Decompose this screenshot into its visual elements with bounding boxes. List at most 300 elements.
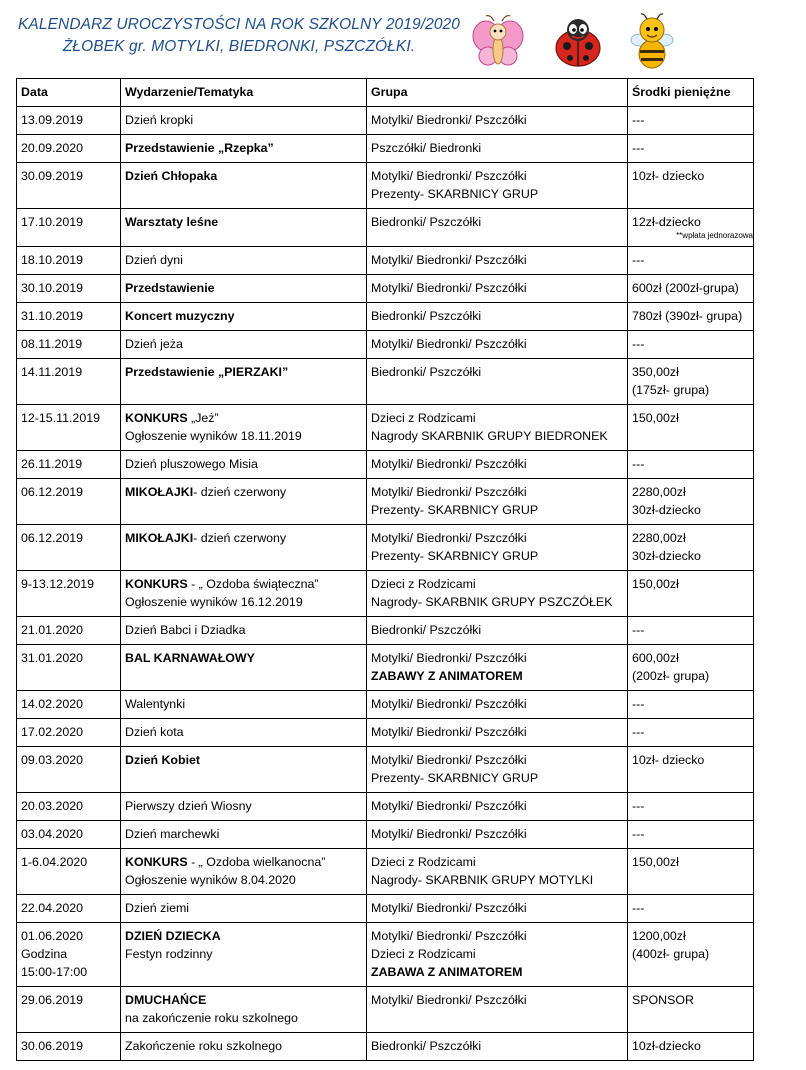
cell-funds xyxy=(628,849,754,895)
event-text: Dzień kota xyxy=(125,725,184,739)
event-text: Dzień jeża xyxy=(125,337,183,351)
table-row xyxy=(17,923,754,987)
event-title xyxy=(125,991,362,1009)
funds-line: --- xyxy=(632,697,645,711)
cell-date xyxy=(17,987,121,1033)
group-line: Nagrody- SKARBNIK GRUPY MOTYLKI xyxy=(371,873,594,887)
date-line: 22.04.2020 xyxy=(21,901,84,915)
funds-line: (400zł- grupa) xyxy=(632,947,710,961)
cell-funds xyxy=(628,405,754,451)
event-title xyxy=(125,695,362,713)
group-line: Motylki/ Biedronki/ Pszczółki xyxy=(371,827,527,841)
cell-funds xyxy=(628,247,754,275)
cell-date xyxy=(17,747,121,793)
event-text: - dzień czerwony xyxy=(193,531,287,545)
event-text: Dzień Babci i Dziadka xyxy=(125,623,246,637)
cell-funds xyxy=(628,793,754,821)
cell-event xyxy=(121,747,367,793)
table-row xyxy=(17,617,754,645)
event-bold-text: MIKOŁAJKI xyxy=(125,531,194,545)
cell-date xyxy=(17,895,121,923)
funds-line: --- xyxy=(632,337,645,351)
cell-group xyxy=(367,923,628,987)
event-text: Dzień pluszowego Misia xyxy=(125,457,258,471)
funds-line: 12zł-dziecko xyxy=(632,215,701,229)
group-line: Motylki/ Biedronki/ Pszczółki xyxy=(371,929,527,943)
group-line: Motylki/ Biedronki/ Pszczółki xyxy=(371,337,527,351)
cell-group xyxy=(367,451,628,479)
event-title xyxy=(125,167,362,185)
funds-line: 150,00zł xyxy=(632,577,679,591)
table-row xyxy=(17,691,754,719)
group-line: Motylki/ Biedronki/ Pszczółki xyxy=(371,531,527,545)
event-title xyxy=(125,723,362,741)
table-row xyxy=(17,405,754,451)
group-line: Biedronki/ Pszczółki xyxy=(371,215,482,229)
table-row xyxy=(17,571,754,617)
page-title: KALENDARZ UROCZYSTOŚCI NA ROK SZKOLNY 2019/2020 xyxy=(17,16,460,33)
date-line: 30.09.2019 xyxy=(21,169,84,183)
event-line: na zakończenie roku szkolnego xyxy=(125,1011,298,1025)
event-text: - „ Ozdoba wielkanocna” xyxy=(187,855,326,869)
date-line: 09.03.2020 xyxy=(21,753,84,767)
date-line: 31.01.2020 xyxy=(21,651,84,665)
funds-line: --- xyxy=(632,725,645,739)
cell-funds xyxy=(628,275,754,303)
cell-funds xyxy=(628,691,754,719)
table-header-row xyxy=(17,79,754,107)
table-row xyxy=(17,1033,754,1061)
group-line: Prezenty- SKARBNICY GRUP xyxy=(371,771,539,785)
event-text: Dzień marchewki xyxy=(125,827,220,841)
funds-line: --- xyxy=(632,141,645,155)
table-row xyxy=(17,451,754,479)
event-title xyxy=(125,621,362,639)
group-line: Motylki/ Biedronki/ Pszczółki xyxy=(371,485,527,499)
group-line: Nagrody- SKARBNIK GRUPY PSZCZÓŁEK xyxy=(371,595,613,609)
group-line: Motylki/ Biedronki/ Pszczółki xyxy=(371,993,527,1007)
event-title xyxy=(125,139,362,157)
cell-group xyxy=(367,405,628,451)
event-title xyxy=(125,307,362,325)
cell-event xyxy=(121,691,367,719)
group-line: Dzieci z Rodzicami xyxy=(371,855,476,869)
event-title xyxy=(125,899,362,917)
event-text: Zakończenie roku szkolnego xyxy=(125,1039,283,1053)
cell-funds xyxy=(628,331,754,359)
group-line: Biedronki/ Pszczółki xyxy=(371,623,482,637)
cell-group xyxy=(367,163,628,209)
cell-date xyxy=(17,451,121,479)
event-title xyxy=(125,409,362,427)
funds-line: (200zł- grupa) xyxy=(632,669,710,683)
event-line: Ogłoszenie wyników 18.11.2019 xyxy=(125,429,302,443)
table-row xyxy=(17,895,754,923)
group-line: Prezenty- SKARBNICY GRUP xyxy=(371,503,539,517)
event-line: Ogłoszenie wyników 8.04.2020 xyxy=(125,873,296,887)
date-line: 29.06.2019 xyxy=(21,993,84,1007)
event-title xyxy=(125,649,362,667)
cell-group xyxy=(367,719,628,747)
date-line: 31.10.2019 xyxy=(21,309,84,323)
date-line: 17.02.2020 xyxy=(21,725,84,739)
cell-date xyxy=(17,247,121,275)
cell-event xyxy=(121,793,367,821)
cell-event xyxy=(121,645,367,691)
funds-line: --- xyxy=(632,253,645,267)
group-line: Motylki/ Biedronki/ Pszczółki xyxy=(371,457,527,471)
group-line: Motylki/ Biedronki/ Pszczółki xyxy=(371,697,527,711)
cell-funds xyxy=(628,107,754,135)
date-line: 20.03.2020 xyxy=(21,799,84,813)
table-row xyxy=(17,163,754,209)
cell-event xyxy=(121,987,367,1033)
date-line: 30.10.2019 xyxy=(21,281,84,295)
cell-event xyxy=(121,209,367,247)
cell-date xyxy=(17,209,121,247)
event-title xyxy=(125,213,362,231)
ladybug-icon xyxy=(550,12,606,70)
date-line: 06.12.2019 xyxy=(21,485,84,499)
calendar-table xyxy=(16,78,754,1061)
event-title xyxy=(125,279,362,297)
date-line: 18.10.2019 xyxy=(21,253,84,267)
group-line: Dzieci z Rodzicami xyxy=(371,411,476,425)
cell-group xyxy=(367,987,628,1033)
event-line: Festyn rodzinny xyxy=(125,947,213,961)
cell-date xyxy=(17,571,121,617)
cell-event xyxy=(121,821,367,849)
funds-line: 10zł-dziecko xyxy=(632,1039,701,1053)
date-line: 26.11.2019 xyxy=(21,457,83,471)
header-funds: Środki pieniężne xyxy=(628,79,754,107)
cell-funds xyxy=(628,479,754,525)
date-line: 9-13.12.2019 xyxy=(21,577,95,591)
cell-date xyxy=(17,479,121,525)
cell-group xyxy=(367,247,628,275)
cell-funds xyxy=(628,987,754,1033)
event-text: „Jeż” xyxy=(187,411,219,425)
funds-line: SPONSOR xyxy=(632,993,694,1007)
cell-date xyxy=(17,525,121,571)
funds-line: 30zł-dziecko xyxy=(632,549,701,563)
cell-event xyxy=(121,849,367,895)
table-row xyxy=(17,135,754,163)
cell-event xyxy=(121,163,367,209)
funds-line: --- xyxy=(632,901,645,915)
cell-date xyxy=(17,923,121,987)
event-title xyxy=(125,335,362,353)
group-line: Motylki/ Biedronki/ Pszczółki xyxy=(371,725,527,739)
cell-date xyxy=(17,331,121,359)
date-line: 21.01.2020 xyxy=(21,623,84,637)
header-event: Wydarzenie/Tematyka xyxy=(121,79,367,107)
funds-line: --- xyxy=(632,827,645,841)
group-line: Pszczółki/ Biedronki xyxy=(371,141,482,155)
event-text: Dzień ziemi xyxy=(125,901,190,915)
group-line: Motylki/ Biedronki/ Pszczółki xyxy=(371,113,527,127)
cell-funds xyxy=(628,209,754,247)
cell-event xyxy=(121,525,367,571)
cell-event xyxy=(121,359,367,405)
event-title xyxy=(125,751,362,769)
date-line: 14.02.2020 xyxy=(21,697,84,711)
date-line: Godzina xyxy=(21,947,68,961)
table-row xyxy=(17,479,754,525)
cell-date xyxy=(17,135,121,163)
group-line: Motylki/ Biedronki/ Pszczółki xyxy=(371,253,527,267)
cell-event xyxy=(121,107,367,135)
event-bold-text: Warsztaty leśne xyxy=(125,215,219,229)
group-line: Motylki/ Biedronki/ Pszczółki xyxy=(371,901,527,915)
cell-date xyxy=(17,275,121,303)
group-line: Nagrody SKARBNIK GRUPY BIEDRONEK xyxy=(371,429,608,443)
event-title xyxy=(125,797,362,815)
event-bold-text: Przedstawienie xyxy=(125,281,215,295)
cell-group xyxy=(367,303,628,331)
cell-date xyxy=(17,617,121,645)
cell-group xyxy=(367,209,628,247)
event-bold-text: MIKOŁAJKI xyxy=(125,485,194,499)
table-row xyxy=(17,359,754,405)
table-row xyxy=(17,275,754,303)
date-line: 03.04.2020 xyxy=(21,827,84,841)
event-title xyxy=(125,483,362,501)
table-row xyxy=(17,107,754,135)
group-line: Prezenty- SKARBNICY GRUP xyxy=(371,549,539,563)
funds-line: 600,00zł xyxy=(632,651,679,665)
cell-group xyxy=(367,359,628,405)
cell-date xyxy=(17,793,121,821)
event-title xyxy=(125,1037,362,1055)
cell-funds xyxy=(628,645,754,691)
event-text: - „ Ozdoba świąteczna” xyxy=(187,577,319,591)
header-group: Grupa xyxy=(367,79,628,107)
table-row xyxy=(17,331,754,359)
bee-icon xyxy=(624,12,680,70)
cell-group xyxy=(367,691,628,719)
event-title xyxy=(125,111,362,129)
date-line: 06.12.2019 xyxy=(21,531,84,545)
cell-funds xyxy=(628,163,754,209)
event-bold-text: DMUCHAŃCE xyxy=(125,993,207,1007)
funds-line: --- xyxy=(632,113,645,127)
date-line: 17.10.2019 xyxy=(21,215,84,229)
cell-date xyxy=(17,821,121,849)
document-header xyxy=(0,8,806,78)
funds-line: --- xyxy=(632,623,645,637)
event-bold-text: Dzień Kobiet xyxy=(125,753,201,767)
funds-line: --- xyxy=(632,457,645,471)
cell-funds xyxy=(628,747,754,793)
group-line: Dzieci z Rodzicami xyxy=(371,577,476,591)
cell-funds xyxy=(628,451,754,479)
cell-funds xyxy=(628,525,754,571)
event-text: - dzień czerwony xyxy=(193,485,287,499)
cell-funds xyxy=(628,1033,754,1061)
table-row xyxy=(17,247,754,275)
funds-line: 10zł- dziecko xyxy=(632,169,705,183)
event-text: Pierwszy dzień Wiosny xyxy=(125,799,252,813)
event-title xyxy=(125,455,362,473)
cell-date xyxy=(17,303,121,331)
group-line: Prezenty- SKARBNICY GRUP xyxy=(371,187,539,201)
page-subtitle: ŻŁOBEK gr. MOTYLKI, BIEDRONKI, PSZCZÓŁKI. xyxy=(62,38,416,55)
event-bold-text: DZIEŃ DZIECKA xyxy=(125,929,221,943)
event-bold-text: KONKURS xyxy=(125,411,188,425)
cell-event xyxy=(121,617,367,645)
cell-funds xyxy=(628,359,754,405)
table-row xyxy=(17,645,754,691)
funds-line: 600zł (200zł-grupa) xyxy=(632,281,739,295)
cell-group xyxy=(367,525,628,571)
funds-line: --- xyxy=(632,799,645,813)
cell-group xyxy=(367,135,628,163)
event-bold-text: Dzień Chłopaka xyxy=(125,169,218,183)
table-row xyxy=(17,793,754,821)
cell-event xyxy=(121,331,367,359)
cell-event xyxy=(121,303,367,331)
date-line: 14.11.2019 xyxy=(21,365,83,379)
date-line: 13.09.2019 xyxy=(21,113,84,127)
funds-line: 150,00zł xyxy=(632,411,679,425)
cell-group xyxy=(367,793,628,821)
table-row xyxy=(17,719,754,747)
cell-funds xyxy=(628,923,754,987)
cell-event xyxy=(121,479,367,525)
cell-group xyxy=(367,849,628,895)
cell-funds xyxy=(628,303,754,331)
cell-event xyxy=(121,135,367,163)
table-row xyxy=(17,849,754,895)
event-bold-text: Koncert muzyczny xyxy=(125,309,235,323)
butterfly-icon xyxy=(470,12,526,70)
event-bold-text: Przedstawienie „Rzepka” xyxy=(125,141,274,155)
event-title xyxy=(125,575,362,593)
date-line: 12-15.11.2019 xyxy=(21,411,101,425)
date-line: 20.09.2020 xyxy=(21,141,84,155)
group-line: Motylki/ Biedronki/ Pszczółki xyxy=(371,651,527,665)
cell-date xyxy=(17,107,121,135)
date-line: 01.06.2020 xyxy=(21,929,84,943)
table-row xyxy=(17,821,754,849)
cell-event xyxy=(121,571,367,617)
event-title xyxy=(125,529,362,547)
event-text: Dzień dyni xyxy=(125,253,183,267)
cell-funds xyxy=(628,821,754,849)
cell-funds xyxy=(628,571,754,617)
cell-event xyxy=(121,1033,367,1061)
group-line: Motylki/ Biedronki/ Pszczółki xyxy=(371,169,527,183)
group-line: Biedronki/ Pszczółki xyxy=(371,309,482,323)
event-title xyxy=(125,825,362,843)
group-bold-line: ZABAWA Z ANIMATOREM xyxy=(371,965,523,979)
cell-date xyxy=(17,645,121,691)
cell-funds xyxy=(628,617,754,645)
event-text: Dzień kropki xyxy=(125,113,194,127)
group-line: Dzieci z Rodzicami xyxy=(371,947,476,961)
cell-group xyxy=(367,571,628,617)
cell-event xyxy=(121,895,367,923)
event-title xyxy=(125,927,362,945)
group-bold-line: ZABAWY Z ANIMATOREM xyxy=(371,669,523,683)
group-line: Biedronki/ Pszczółki xyxy=(371,365,482,379)
group-line: Motylki/ Biedronki/ Pszczółki xyxy=(371,281,527,295)
cell-date xyxy=(17,1033,121,1061)
event-bold-text: KONKURS xyxy=(125,855,188,869)
cell-group xyxy=(367,1033,628,1061)
table-row xyxy=(17,303,754,331)
cell-group xyxy=(367,747,628,793)
table-row xyxy=(17,987,754,1033)
event-title xyxy=(125,251,362,269)
date-line: 1-6.04.2020 xyxy=(21,855,88,869)
cell-event xyxy=(121,451,367,479)
cell-funds xyxy=(628,719,754,747)
funds-line: 150,00zł xyxy=(632,855,679,869)
cell-event xyxy=(121,275,367,303)
funds-line: 350,00zł xyxy=(632,365,679,379)
cell-event xyxy=(121,247,367,275)
cell-date xyxy=(17,719,121,747)
event-title xyxy=(125,853,362,871)
cell-group xyxy=(367,617,628,645)
cell-date xyxy=(17,691,121,719)
cell-group xyxy=(367,331,628,359)
funds-line: 1200,00zł xyxy=(632,929,686,943)
cell-group xyxy=(367,821,628,849)
table-row xyxy=(17,209,754,247)
cell-funds xyxy=(628,895,754,923)
table-row xyxy=(17,525,754,571)
table-body xyxy=(17,107,754,1061)
cell-group xyxy=(367,107,628,135)
group-line: Motylki/ Biedronki/ Pszczółki xyxy=(371,753,527,767)
date-line: 08.11.2019 xyxy=(21,337,83,351)
funds-line: (175zł- grupa) xyxy=(632,383,710,397)
cell-group xyxy=(367,895,628,923)
funds-note: **wpłata jednorazowa xyxy=(676,231,753,240)
event-title xyxy=(125,363,362,381)
funds-line: 2280,00zł xyxy=(632,485,686,499)
cell-event xyxy=(121,405,367,451)
cell-event xyxy=(121,923,367,987)
cell-date xyxy=(17,849,121,895)
cell-date xyxy=(17,359,121,405)
date-line: 15:00-17:00 xyxy=(21,965,88,979)
funds-line: 2280,00zł xyxy=(632,531,686,545)
cell-event xyxy=(121,719,367,747)
event-text: Walentynki xyxy=(125,697,186,711)
cell-group xyxy=(367,645,628,691)
funds-line: 30zł-dziecko xyxy=(632,503,701,517)
cell-date xyxy=(17,405,121,451)
group-line: Biedronki/ Pszczółki xyxy=(371,1039,482,1053)
date-line: 30.06.2019 xyxy=(21,1039,84,1053)
event-bold-text: KONKURS xyxy=(125,577,188,591)
event-bold-text: Przedstawienie „PIERZAKI” xyxy=(125,365,289,379)
funds-line: 780zł (390zł- grupa) xyxy=(632,309,743,323)
funds-line: 10zł- dziecko xyxy=(632,753,705,767)
group-line: Motylki/ Biedronki/ Pszczółki xyxy=(371,799,527,813)
table-row xyxy=(17,747,754,793)
event-bold-text: BAL KARNAWAŁOWY xyxy=(125,651,255,665)
cell-group xyxy=(367,275,628,303)
cell-date xyxy=(17,163,121,209)
cell-group xyxy=(367,479,628,525)
event-line: Ogłoszenie wyników 16.12.2019 xyxy=(125,595,303,609)
cell-funds xyxy=(628,135,754,163)
